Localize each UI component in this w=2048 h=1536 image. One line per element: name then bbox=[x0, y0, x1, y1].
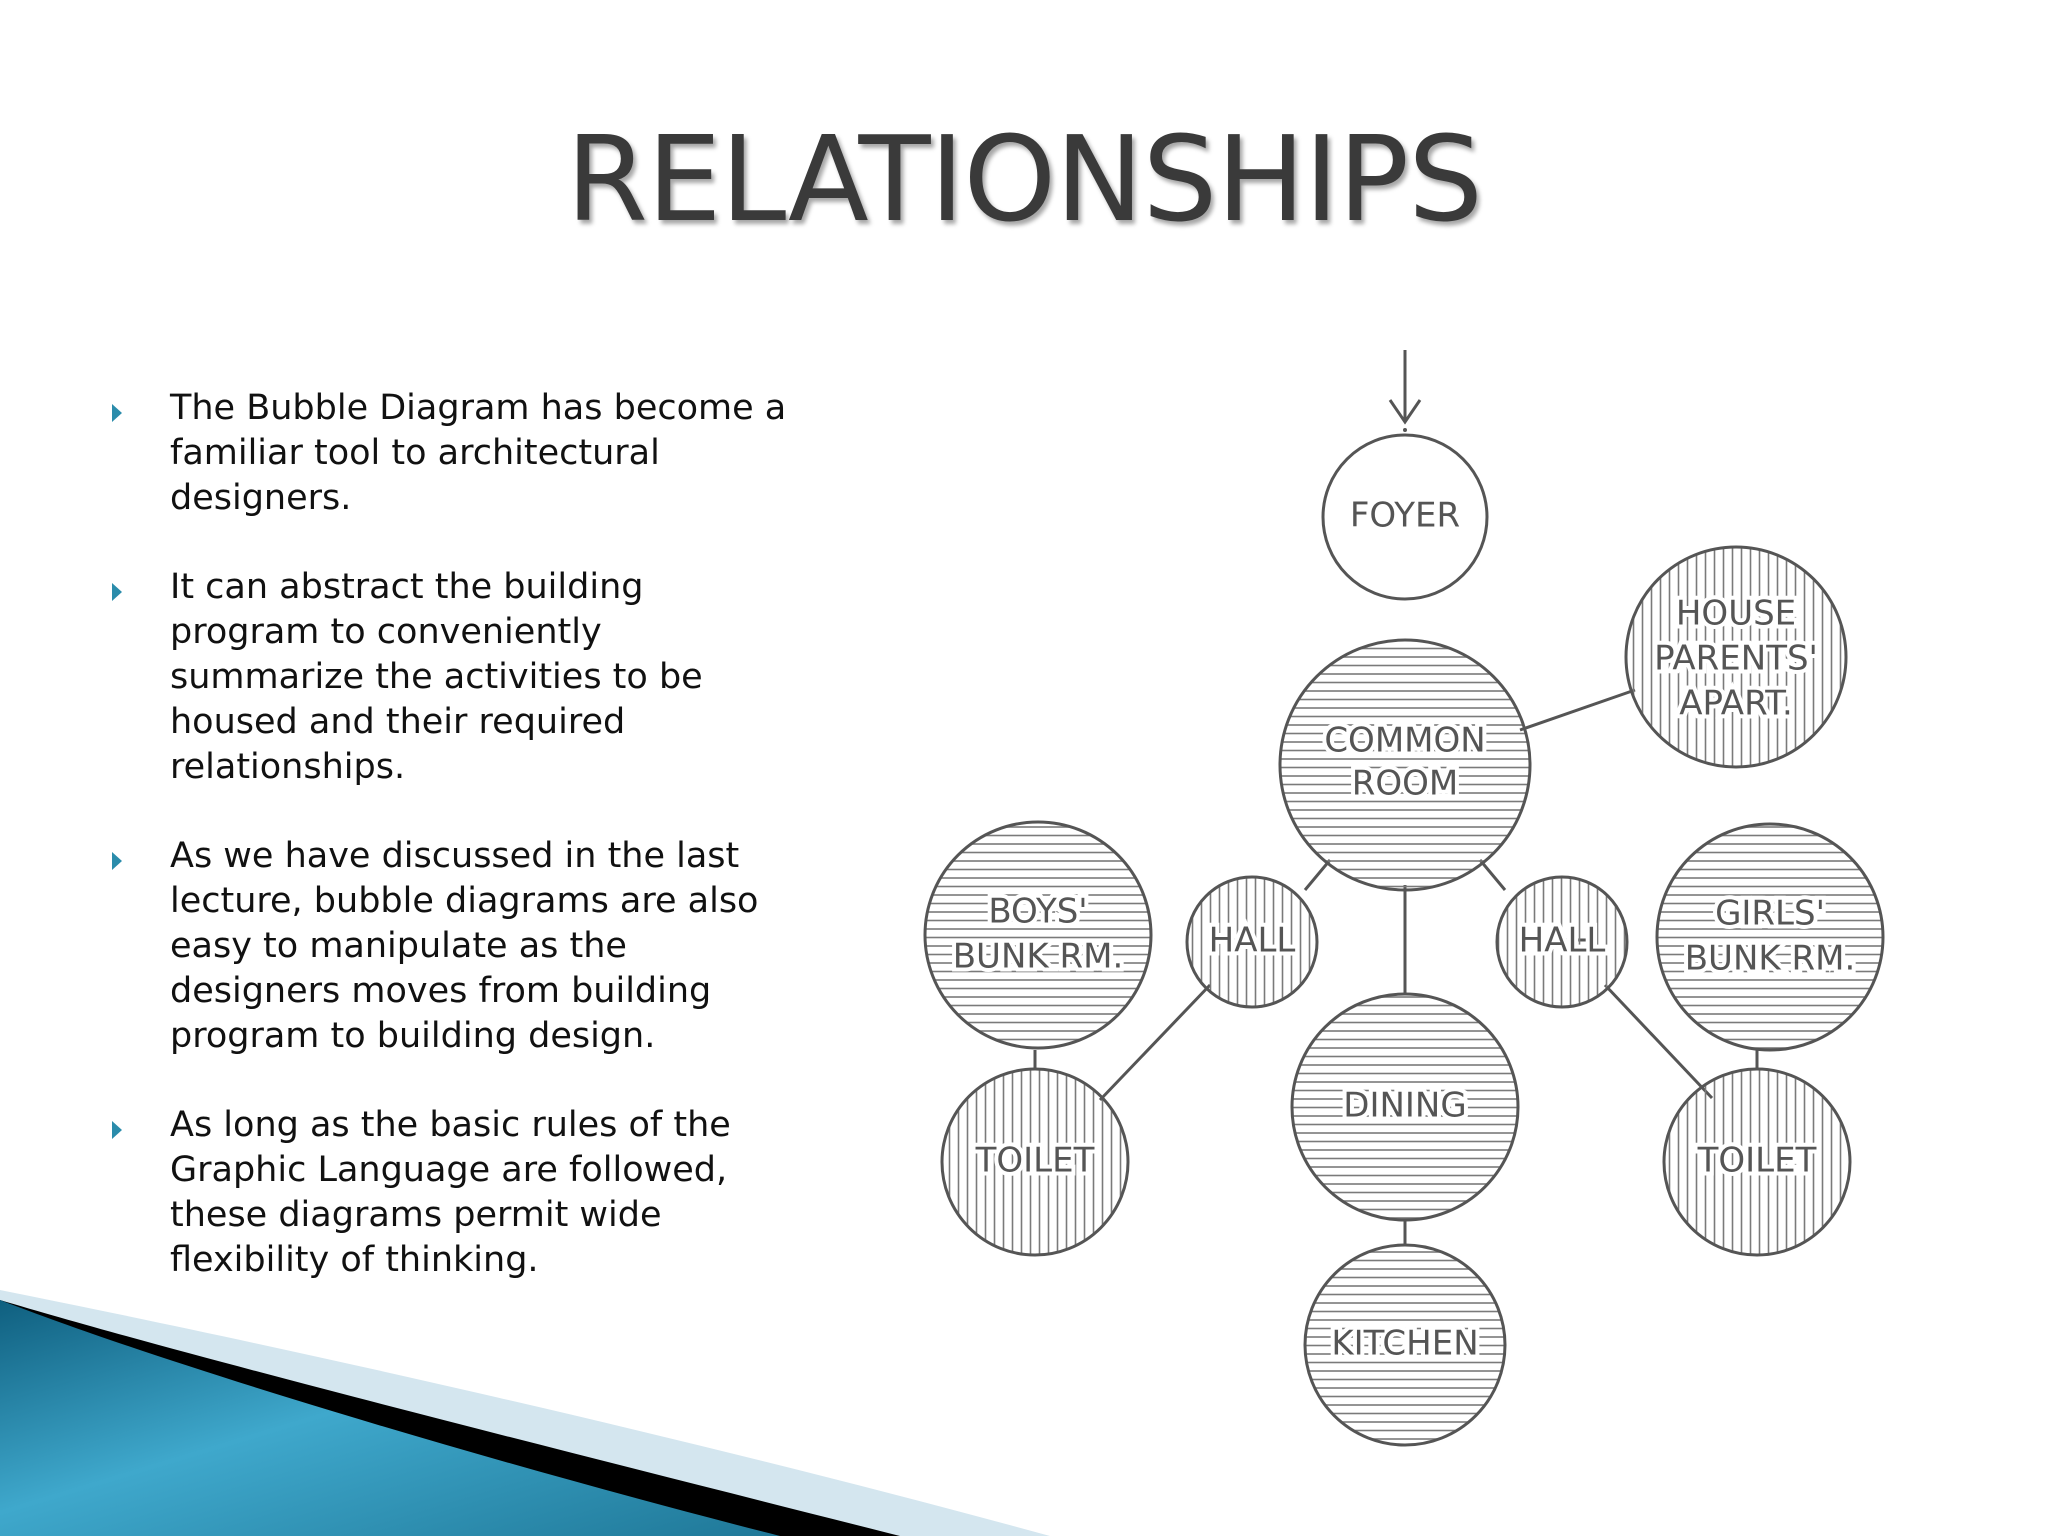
house-parents-label-line3: APART. bbox=[1679, 683, 1793, 724]
house-parents-label-line1: HOUSE bbox=[1675, 593, 1797, 634]
bullet-list bbox=[108, 386, 788, 1327]
kitchen-label: KITCHEN bbox=[1331, 1323, 1479, 1364]
boys-bunk-label-line1: BOYS' bbox=[988, 891, 1088, 932]
foyer-bubble bbox=[1403, 428, 1407, 432]
bullet-text: As long as the basic rules of the Graphic Language are followed, these diagrams permit wide flexibility of thinking. bbox=[170, 1105, 731, 1280]
bullet-item bbox=[108, 386, 788, 521]
bubble-diagram bbox=[900, 330, 1920, 1480]
common-room-label-line2: ROOM bbox=[1351, 763, 1459, 804]
hall-left-label: HALL bbox=[1208, 920, 1296, 961]
bullet-text: It can abstract the building program to conveniently summarize the activities to be housed and their required relationships. bbox=[170, 567, 703, 787]
house-parents-label-line2: PARENTS' bbox=[1654, 638, 1818, 679]
triangle-bullet-icon bbox=[112, 404, 122, 422]
boys-bunk-label-line2: BUNK RM. bbox=[952, 936, 1124, 977]
common-room-label-line1: COMMON bbox=[1324, 720, 1486, 761]
toilet-left-label: TOILET bbox=[975, 1140, 1095, 1181]
bullet-text: As we have discussed in the last lecture, bubble diagrams are also easy to manipulate as the designers moves from building program to building design. bbox=[170, 836, 759, 1056]
foyer-label: FOYER bbox=[1349, 495, 1461, 536]
slide-title: RELATIONSHIPS bbox=[565, 110, 1483, 248]
dining-label: DINING bbox=[1343, 1085, 1467, 1126]
triangle-bullet-icon bbox=[112, 1121, 122, 1139]
bullet-text: The Bubble Diagram has become a familiar tool to architectural designers. bbox=[170, 388, 787, 518]
hall-right-label: HALL bbox=[1518, 920, 1606, 961]
toilet-right-label: TOILET bbox=[1697, 1140, 1817, 1181]
triangle-bullet-icon bbox=[112, 852, 122, 870]
bullet-item bbox=[108, 565, 788, 790]
bullet-item bbox=[108, 834, 788, 1059]
girls-bunk-label-line2: BUNK RM. bbox=[1684, 938, 1856, 979]
girls-bunk-label-line1: GIRLS' bbox=[1715, 893, 1825, 934]
triangle-bullet-icon bbox=[112, 583, 122, 601]
girls-bunk-room-bubble bbox=[1657, 824, 1883, 1050]
entry-arrow-icon bbox=[1390, 350, 1420, 422]
boys-bunk-room-bubble bbox=[925, 822, 1151, 1048]
bullet-item bbox=[108, 1103, 788, 1283]
